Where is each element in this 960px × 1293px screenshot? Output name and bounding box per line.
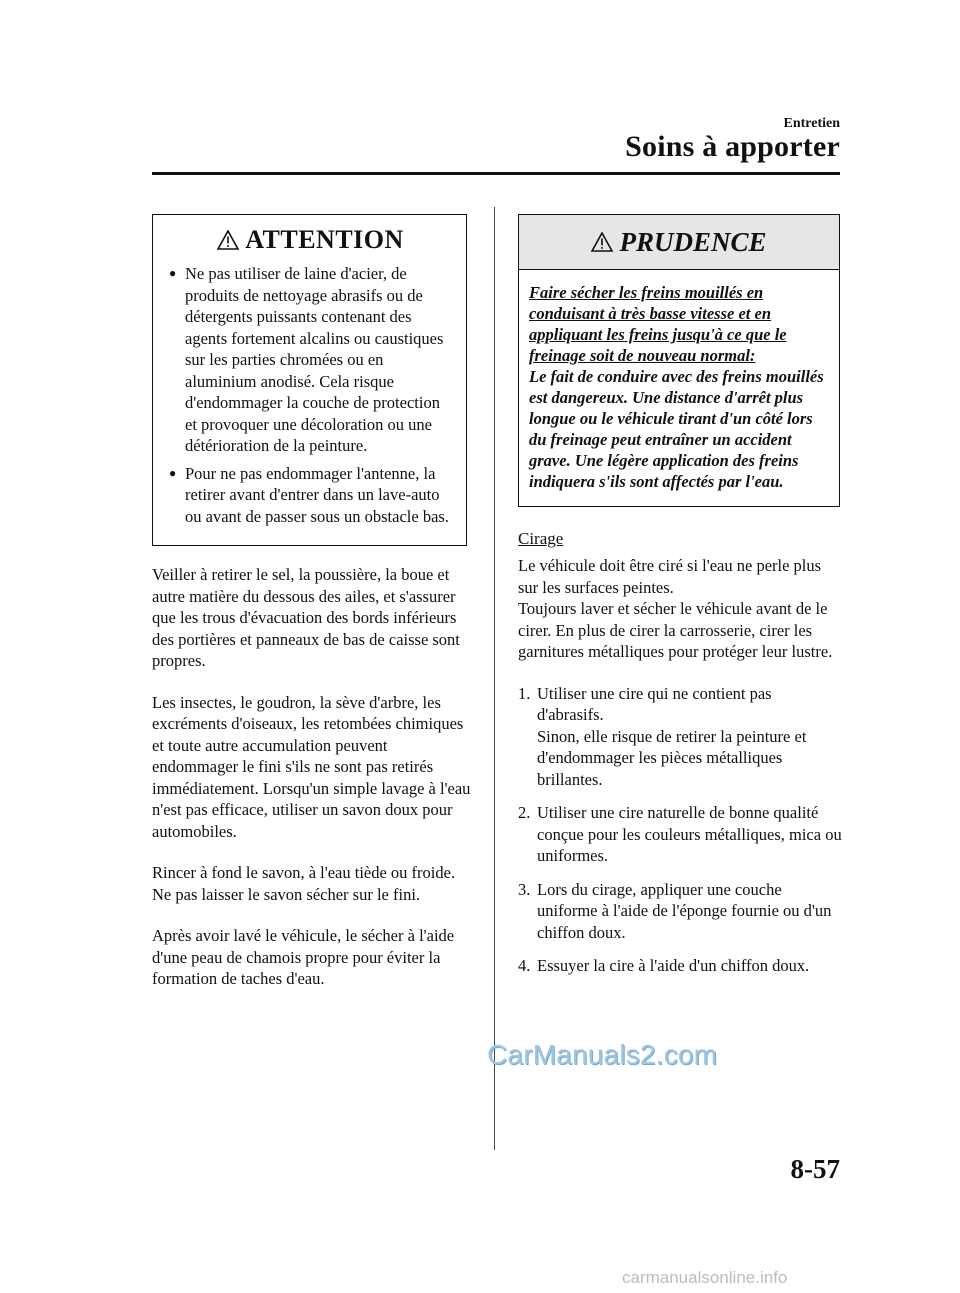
body-paragraph: Après avoir lavé le véhicule, le sécher à l'aide d'une peau de chamois propre pour éviter la formation de taches d'eau. <box>152 926 455 988</box>
cirage-intro: Le véhicule doit être ciré si l'eau ne perle plus sur les surfaces peintes. <box>518 556 822 597</box>
attention-item-text: Pour ne pas endommager l'antenne, la retirer avant d'entrer dans un lave-auto ou avant de passer sous un obstacle bas. <box>185 463 449 526</box>
cirage-intro-2: Toujours laver et sécher le véhicule avant de le cirer. En plus de cirer la carrosserie, cirer les garnitures métalliques pour protéger leur lustre. <box>518 599 833 661</box>
body-paragraph: Les insectes, le goudron, la sève d'arbre, les excréments d'oiseaux, les retombées chimiques et toute autre accumulation peuvent endommager le fini s'ils ne sont pas retirés immédiatement. Lorsqu'un simple lavage à l'eau n'est pas efficace, utiliser un savon doux pour automobiles. <box>152 692 471 841</box>
left-column <box>152 214 472 1010</box>
right-column <box>518 214 842 989</box>
attention-title: ATTENTION <box>245 225 404 254</box>
cirage-heading: Cirage <box>518 529 564 548</box>
footer-site-link[interactable]: carmanualsonline.info <box>622 1268 788 1287</box>
step-item <box>518 955 842 977</box>
section-name: Entretien <box>783 116 840 131</box>
bullet-icon: ● <box>169 266 177 280</box>
warning-triangle-icon <box>217 230 239 250</box>
prudence-title: PRUDENCE <box>619 226 767 257</box>
step-number: 4. <box>518 956 531 975</box>
step-item <box>518 879 842 944</box>
step-number: 2. <box>518 803 531 822</box>
step-number: 1. <box>518 683 531 703</box>
step-item <box>518 802 842 867</box>
column-divider <box>494 207 495 1150</box>
step-text: Utiliser une cire qui ne contient pas d'abrasifs. <box>537 683 772 724</box>
prudence-instruction: Faire sécher les freins mouillés en conduisant à très basse vitesse et en appliquant les freins jusqu'à ce que le freinage soit de nouveau normal: <box>529 283 787 365</box>
step-item <box>518 683 842 791</box>
prudence-box <box>518 214 840 507</box>
page-number: 8-57 <box>790 1154 840 1184</box>
prudence-explanation: Le fait de conduire avec des freins mouillés est dangereux. Une distance d'arrêt plus longue ou le véhicule tirant d'un côté lors du freinage peut entraîner un accident grave. Une légère application des freins indiquera s'ils sont affectés par l'eau. <box>529 367 824 491</box>
attention-item <box>167 263 454 457</box>
attention-item-text: Ne pas utiliser de laine d'acier, de produits de nettoyage abrasifs ou de détergents puissants contenant des agents fortement alcalins ou caustiques sur les parties chromées ou en aluminium anodisé. Cela risque d'endommager la couche de protection et provoquer une décoloration ou une détérioration de la peinture. <box>185 264 444 455</box>
step-extra: Sinon, elle risque de retirer la peinture et d'endommager les pièces métalliques brillantes. <box>537 726 807 789</box>
attention-item <box>167 463 454 528</box>
step-text: Utiliser une cire naturelle de bonne qualité conçue pour les couleurs métalliques, mica ou uniformes. <box>537 803 842 865</box>
bullet-icon: ● <box>169 465 177 480</box>
warning-triangle-icon <box>591 232 613 252</box>
step-number: 3. <box>518 879 531 899</box>
prudence-header <box>519 215 839 270</box>
prudence-body <box>519 270 839 506</box>
step-text: Essuyer la cire à l'aide d'un chiffon doux. <box>537 956 810 975</box>
attention-header <box>167 225 454 255</box>
attention-list <box>167 263 454 527</box>
watermark-link[interactable]: CarManuals2.com <box>487 1039 718 1070</box>
step-text: Lors du cirage, appliquer une couche uniforme à l'aide de l'éponge fournie ou d'un chiffon doux. <box>537 879 832 942</box>
body-paragraph: Rincer à fond le savon, à l'eau tiède ou froide. Ne pas laisser le savon sécher sur le fini. <box>152 863 456 904</box>
body-paragraph: Veiller à retirer le sel, la poussière, la boue et autre matière du dessous des ailes, et s'assurer que les trous d'évacuation des bords inférieurs des portières et panneaux de bas de caisse sont propres. <box>152 565 460 670</box>
cirage-steps <box>518 683 842 977</box>
page-title: Soins à apporter <box>625 130 840 163</box>
attention-box <box>152 214 467 546</box>
header-rule <box>152 172 840 175</box>
